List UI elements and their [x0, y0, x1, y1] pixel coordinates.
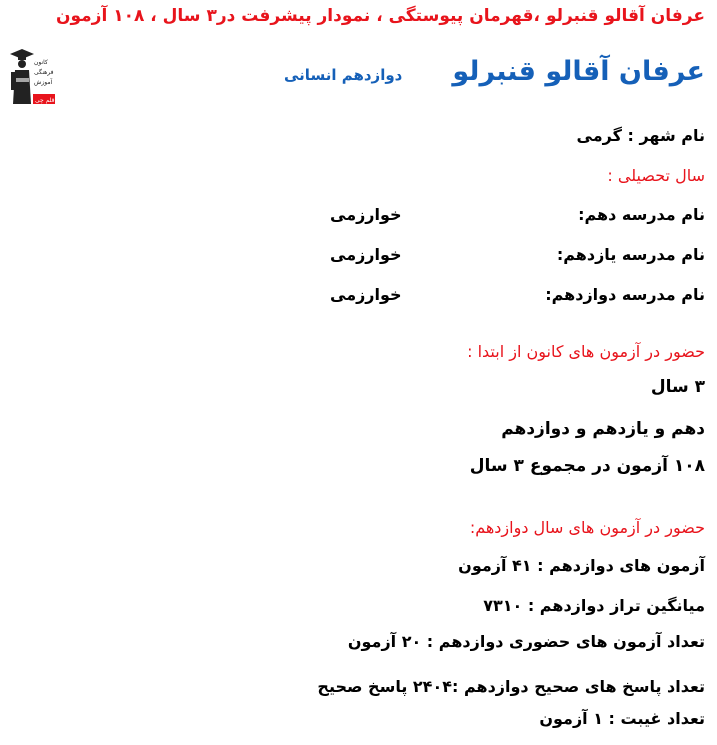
school-10-label: نام مدرسه دهم: — [578, 205, 705, 224]
grade12-absence: تعداد غیبت : ۱ آزمون — [539, 709, 705, 728]
city-line: نام شهر : گرمی — [576, 126, 705, 145]
school-12-value: خوارزمی — [330, 285, 402, 304]
grade12-in-person: تعداد آزمون های حضوری دوازدهم : ۲۰ آزمون — [347, 632, 705, 651]
attendance-heading: حضور در آزمون های کانون از ابتدا : — [467, 342, 705, 361]
grade12-average: میانگین تراز دوازدهم : ۷۳۱۰ — [483, 596, 705, 615]
top-title: عرفان آقالو قنبرلو ،قهرمان پیوستگی ، نمودار پیشرفت در۳ سال ، ۱۰۸ آزمون — [55, 6, 705, 26]
student-name: عرفان آقالو قنبرلو — [452, 56, 705, 87]
school-year-heading: سال تحصیلی : — [607, 166, 705, 185]
logo-text-2: فرهنگی — [34, 69, 54, 76]
logo-text-3: آموزش — [34, 79, 53, 86]
attendance-total: ۱۰۸ آزمون در مجموع ۳ سال — [469, 456, 705, 476]
grade12-correct: تعداد پاسخ های صحیح دوازدهم :۲۴۰۴ پاسخ صحیح — [317, 677, 705, 696]
grade-label: دوازدهم انسانی — [284, 66, 403, 84]
attendance-years: ۳ سال — [650, 377, 705, 397]
school-10-value: خوارزمی — [330, 205, 402, 224]
grade12-exams: آزمون های دوازدهم : ۴۱ آزمون — [458, 556, 705, 575]
school-11-value: خوارزمی — [330, 245, 402, 264]
logo-text-1: کانون — [34, 59, 48, 66]
school-11-label: نام مدرسه یازدهم: — [556, 245, 705, 264]
kanoon-logo — [6, 44, 58, 110]
grade12-heading: حضور در آزمون های سال دوازدهم: — [469, 518, 705, 537]
attendance-grades: دهم و یازدهم و دوازدهم — [501, 419, 705, 439]
logo-badge: قلم چی — [35, 97, 55, 104]
school-12-label: نام مدرسه دوازدهم: — [545, 285, 705, 304]
